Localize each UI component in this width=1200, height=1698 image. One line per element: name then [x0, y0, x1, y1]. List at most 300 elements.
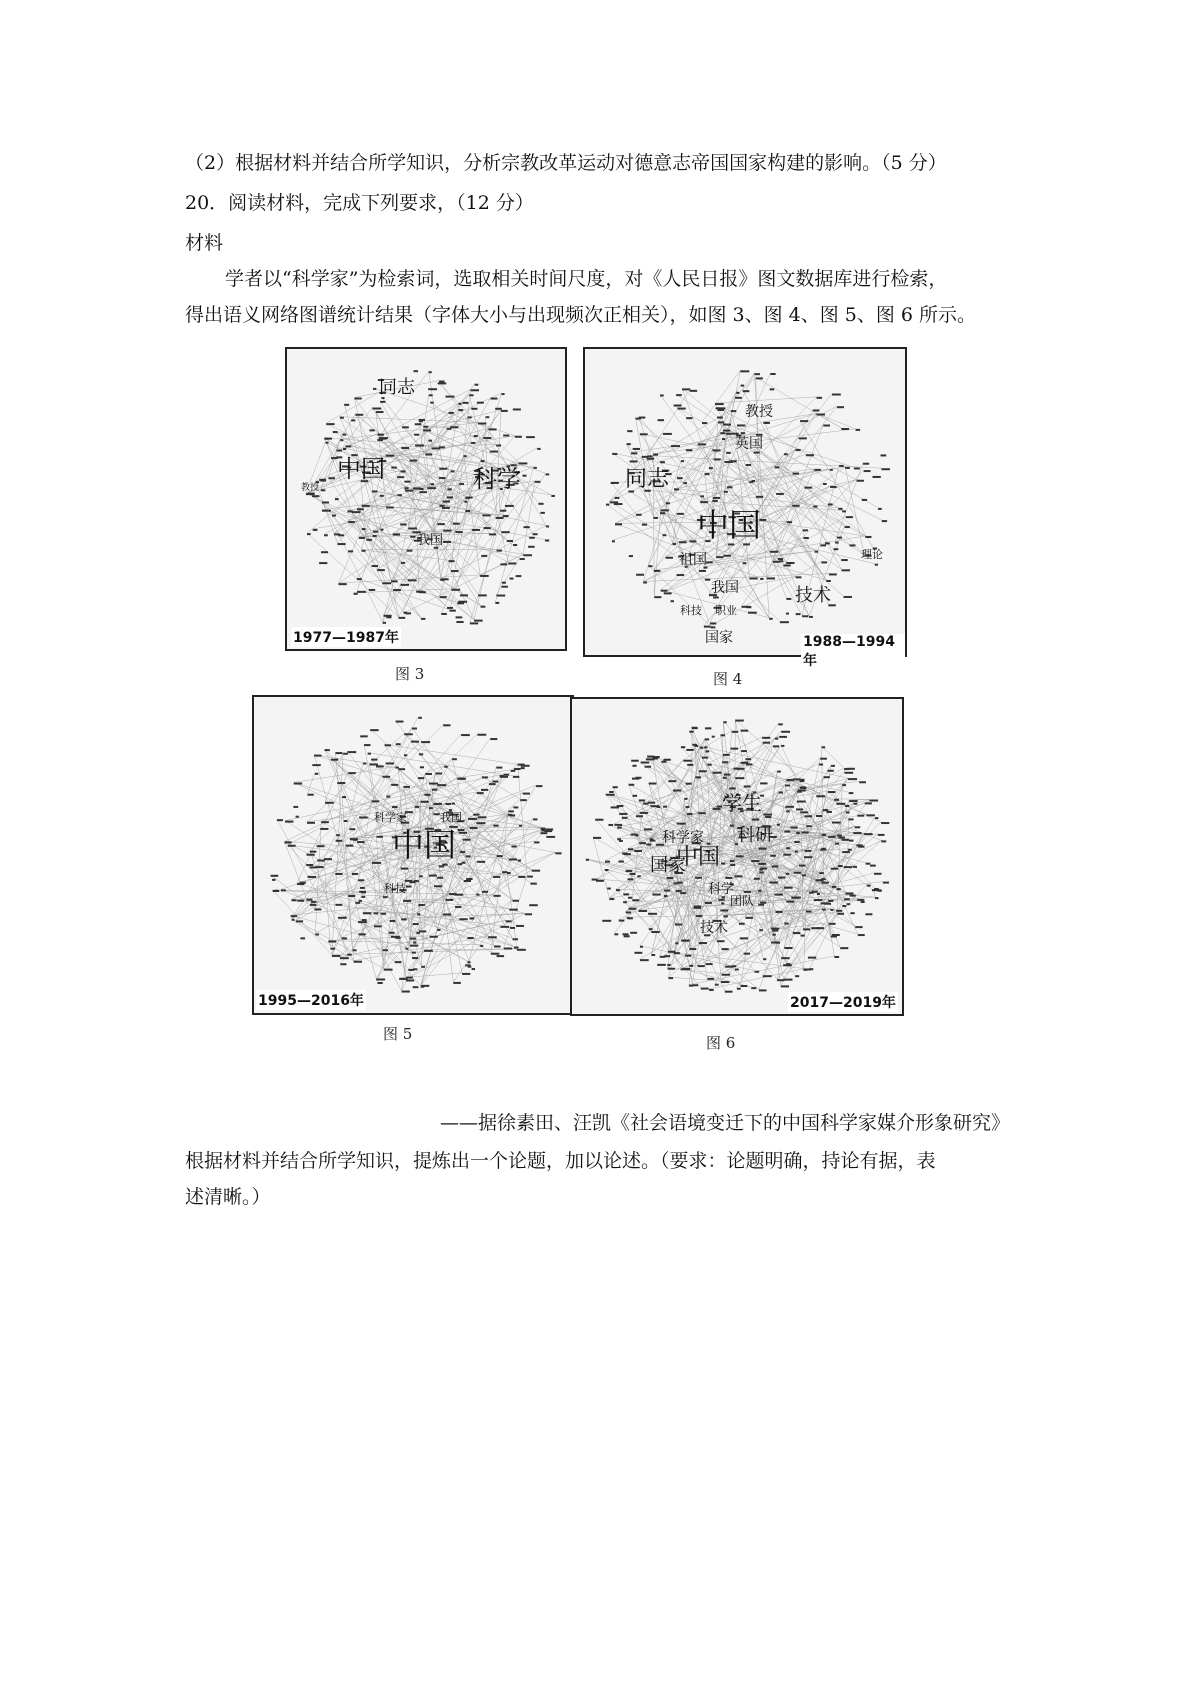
network-node [401, 562, 405, 564]
network-node [331, 759, 338, 761]
network-node [443, 501, 450, 503]
network-node [586, 859, 589, 861]
network-node [358, 879, 364, 881]
network-node [834, 548, 839, 550]
network-node [477, 734, 486, 736]
network-node [376, 411, 384, 413]
network-node [395, 961, 402, 963]
network-node [535, 481, 541, 483]
network-edge [647, 390, 689, 456]
network-node [401, 918, 407, 920]
network-node [705, 579, 710, 581]
network-node [881, 468, 890, 470]
network-node [639, 799, 645, 801]
network-node [745, 917, 753, 919]
network-node [653, 454, 658, 456]
network-node [482, 891, 488, 893]
network-node [291, 915, 297, 917]
network-node [754, 373, 759, 375]
network-node [668, 951, 676, 953]
network-node [527, 876, 533, 878]
network-node [698, 443, 706, 445]
network-node [875, 564, 878, 566]
network-node [619, 920, 625, 922]
network-node [317, 845, 325, 847]
network-node [443, 541, 451, 543]
network-node [418, 717, 422, 719]
network-node [845, 805, 849, 807]
network-node [727, 486, 732, 488]
network-node [816, 414, 825, 416]
network-node [786, 613, 789, 615]
network-node [647, 458, 654, 460]
network-node [801, 935, 805, 937]
network-node [509, 909, 518, 911]
network-node [854, 803, 858, 805]
network-node [391, 936, 400, 938]
network-node [357, 508, 364, 510]
network-node [771, 928, 779, 930]
network-node [821, 878, 825, 880]
network-node [312, 764, 320, 766]
network-node [481, 555, 487, 557]
network-node [737, 768, 745, 770]
network-node [495, 602, 499, 604]
network-node [730, 860, 734, 862]
network-node [385, 744, 391, 746]
network-node [667, 964, 670, 966]
network-node [338, 534, 344, 536]
network-node [630, 460, 638, 462]
network-node [772, 930, 778, 932]
network-node [500, 775, 504, 777]
network-node [505, 505, 514, 507]
network-node [667, 877, 674, 879]
figure-4-graph [585, 349, 905, 655]
network-node [677, 882, 682, 884]
network-node [449, 610, 455, 612]
network-node [740, 985, 747, 987]
network-node [478, 423, 486, 425]
network-node [488, 428, 496, 430]
network-node [478, 594, 487, 596]
network-node [519, 825, 522, 827]
network-node [755, 971, 760, 973]
figure-4-network [583, 347, 907, 669]
network-node [723, 754, 730, 756]
network-node [729, 787, 735, 789]
network-node [842, 784, 846, 786]
network-node [346, 845, 354, 847]
network-node [794, 872, 802, 874]
network-node [760, 869, 763, 871]
network-node [830, 469, 833, 471]
network-node [749, 577, 757, 579]
network-node [707, 764, 711, 766]
network-node [779, 560, 784, 562]
network-node [631, 452, 637, 454]
network-node [781, 957, 789, 959]
network-node [664, 895, 668, 897]
network-node [677, 477, 683, 479]
network-node [781, 731, 790, 733]
network-node [678, 408, 686, 410]
network-node [348, 521, 355, 523]
fig4-word: 同志 [625, 467, 670, 492]
network-node [324, 858, 332, 860]
network-node [716, 556, 723, 558]
network-node [739, 923, 745, 925]
network-node [466, 855, 471, 857]
network-node [494, 945, 501, 947]
network-node [482, 776, 488, 778]
network-node [467, 937, 473, 939]
network-node [610, 501, 618, 503]
network-node [713, 772, 722, 774]
network-node [744, 891, 751, 893]
network-node [424, 794, 430, 796]
network-node [862, 499, 867, 501]
fig3-year-range: 1977—1987年 [291, 627, 401, 647]
network-node [369, 589, 375, 591]
network-node [870, 865, 876, 867]
network-node [354, 397, 361, 399]
network-node [840, 947, 848, 949]
fig4-caption: 图 4 [713, 670, 743, 688]
network-node [881, 840, 886, 842]
network-node [371, 759, 377, 761]
network-node [731, 410, 736, 412]
network-node [842, 851, 850, 853]
network-node [627, 430, 632, 432]
network-node [702, 422, 707, 424]
network-node [429, 371, 432, 373]
material-paragraph-line1: 学者以“科学家”为检索词，选取相关时间尺度，对《人民日报》图文数据库进行检索， [225, 268, 948, 290]
network-node [875, 817, 878, 819]
network-node [829, 573, 837, 575]
network-node [712, 736, 715, 738]
network-node [787, 779, 794, 781]
network-node [533, 533, 538, 535]
network-node [507, 872, 511, 874]
network-node [615, 523, 622, 525]
network-node [681, 460, 684, 462]
network-node [404, 481, 410, 483]
network-node [628, 878, 634, 880]
network-node [687, 764, 693, 766]
network-node [723, 777, 727, 779]
network-node [806, 911, 812, 913]
network-node [748, 612, 757, 614]
network-node [614, 503, 623, 505]
network-node [495, 408, 502, 410]
network-node [830, 486, 837, 488]
network-edge [361, 891, 421, 965]
network-node [337, 782, 345, 784]
network-node [849, 800, 858, 802]
network-node [418, 904, 424, 906]
network-node [404, 733, 413, 735]
network-node [830, 909, 833, 911]
network-node [377, 569, 385, 571]
network-node [760, 902, 766, 904]
network-node [614, 824, 622, 826]
network-node [671, 600, 674, 602]
network-node [369, 429, 374, 431]
network-node [382, 776, 390, 778]
network-node [785, 785, 790, 787]
network-node [700, 747, 703, 749]
network-node [464, 880, 471, 882]
network-node [300, 937, 305, 939]
network-node [874, 873, 881, 875]
network-edge [288, 828, 320, 845]
network-node [776, 911, 783, 913]
network-node [725, 966, 733, 968]
network-node [470, 827, 478, 829]
network-node [820, 544, 826, 546]
fig6-word: 团队 [730, 894, 755, 908]
network-node [496, 517, 504, 519]
network-node [845, 892, 853, 894]
network-node [437, 784, 446, 786]
network-node [786, 810, 789, 812]
network-node [822, 834, 826, 836]
network-node [546, 473, 550, 475]
network-node [333, 431, 338, 433]
network-node [718, 899, 724, 901]
network-node [842, 905, 846, 907]
network-node [373, 388, 376, 390]
network-node [636, 574, 644, 576]
network-node [412, 957, 418, 959]
network-node [865, 913, 872, 915]
network-node [737, 988, 741, 990]
network-node [423, 426, 428, 428]
fig6-word: 科学 [708, 882, 735, 897]
network-node [722, 948, 729, 950]
network-node [343, 753, 348, 755]
network-node [692, 744, 697, 746]
network-node [842, 839, 849, 841]
network-node [714, 458, 721, 460]
network-node [439, 446, 445, 448]
network-node [626, 870, 633, 872]
network-node [786, 873, 790, 875]
network-node [639, 910, 647, 912]
network-node [359, 537, 365, 539]
network-node [712, 449, 720, 451]
network-node [335, 873, 342, 875]
network-node [315, 934, 319, 936]
network-node [627, 443, 631, 445]
network-node [759, 989, 767, 991]
network-node [453, 523, 460, 525]
fig3-caption: 图 3 [395, 665, 425, 683]
network-node [349, 828, 355, 830]
network-node [771, 942, 779, 944]
network-node [452, 758, 457, 760]
network-node [413, 986, 419, 988]
fig4-word: 职业 [715, 604, 737, 617]
network-node [682, 940, 689, 942]
network-node [677, 823, 686, 825]
network-node [615, 497, 620, 499]
network-node [609, 791, 614, 793]
network-node [502, 871, 507, 873]
network-node [409, 881, 415, 883]
network-node [643, 803, 648, 805]
network-node [518, 764, 525, 766]
network-node [793, 932, 801, 934]
network-node [453, 982, 461, 984]
network-node [709, 467, 713, 469]
fig5-caption: 图 5 [383, 1025, 413, 1043]
network-node [596, 880, 604, 882]
network-edge [314, 755, 398, 769]
network-node [850, 912, 854, 914]
network-node [335, 752, 342, 754]
network-node [619, 861, 624, 863]
network-edge [666, 433, 733, 503]
network-node [401, 470, 406, 472]
network-node [770, 855, 776, 857]
network-node [866, 863, 871, 865]
network-node [878, 834, 885, 836]
network-node [651, 931, 660, 933]
network-node [456, 621, 463, 623]
network-edge [654, 551, 815, 570]
network-node [520, 799, 526, 801]
network-node [500, 510, 506, 512]
network-node [617, 827, 621, 829]
network-node [544, 830, 552, 832]
network-node [462, 402, 468, 404]
network-node [617, 838, 621, 840]
network-node [663, 433, 672, 435]
network-node [443, 530, 451, 532]
network-node [437, 929, 440, 931]
network-node [640, 946, 643, 948]
network-node [511, 846, 516, 848]
network-node [413, 942, 416, 944]
network-node [297, 900, 304, 902]
network-node [641, 762, 650, 764]
network-node [361, 896, 365, 898]
network-node [786, 901, 794, 903]
network-node [605, 869, 609, 871]
network-node [824, 903, 831, 905]
network-edge [816, 414, 855, 429]
network-node [772, 865, 779, 867]
network-node [350, 838, 358, 840]
network-node [828, 900, 833, 902]
network-node [686, 749, 694, 751]
network-node [854, 467, 860, 469]
network-node [646, 844, 651, 846]
network-node [758, 890, 762, 892]
network-node [398, 617, 405, 619]
network-node [767, 577, 775, 579]
network-node [623, 893, 629, 895]
network-node [831, 765, 835, 767]
network-node [517, 949, 526, 951]
network-edge [822, 746, 845, 768]
network-node [689, 985, 693, 987]
network-node [623, 901, 627, 903]
network-node [689, 965, 693, 967]
network-node [405, 948, 408, 950]
network-node [406, 979, 414, 981]
network-node [640, 959, 649, 961]
network-node [275, 890, 278, 892]
network-node [821, 561, 827, 563]
network-node [288, 845, 296, 847]
network-node [464, 501, 467, 503]
network-node [650, 805, 659, 807]
network-node [837, 406, 844, 408]
network-node [602, 920, 611, 922]
network-node [342, 796, 346, 798]
network-node [760, 578, 763, 580]
network-node [779, 736, 787, 738]
network-node [546, 836, 555, 838]
network-node [423, 429, 431, 431]
question-20-heading: 20．阅读材料，完成下列要求，（12 分） [185, 192, 534, 214]
network-node [628, 897, 632, 899]
network-node [306, 899, 312, 901]
network-node [629, 908, 637, 910]
network-node [649, 783, 657, 785]
network-node [529, 904, 538, 906]
network-node [721, 981, 729, 983]
network-node [629, 555, 633, 557]
network-node [769, 618, 773, 620]
network-node [660, 394, 664, 396]
network-node [502, 582, 506, 584]
network-edge [593, 837, 609, 898]
fig4-word: 教授 [745, 404, 773, 420]
network-node [793, 473, 800, 475]
network-node [650, 840, 656, 842]
network-node [696, 915, 702, 917]
network-node [779, 792, 783, 794]
network-node [376, 765, 384, 767]
network-node [363, 912, 371, 914]
network-node [692, 727, 697, 729]
network-node [396, 743, 401, 745]
network-node [382, 949, 388, 951]
network-node [520, 558, 525, 560]
network-node [705, 473, 710, 475]
network-node [386, 762, 394, 764]
network-node [540, 832, 547, 834]
network-node [380, 495, 384, 497]
network-node [634, 952, 642, 954]
network-node [823, 425, 830, 427]
network-node [433, 803, 441, 805]
network-node [366, 539, 372, 541]
network-node [281, 889, 286, 891]
network-node [400, 523, 406, 525]
network-node [836, 910, 842, 912]
network-node [430, 936, 438, 938]
network-node [666, 557, 673, 559]
network-node [619, 813, 627, 815]
network-node [838, 508, 842, 510]
material-paragraph-line2: 得出语义网络图谱统计结果（字体大小与出现频次正相关），如图 3、图 4、图 5、图 6 所示。 [185, 304, 977, 326]
network-node [372, 408, 381, 410]
